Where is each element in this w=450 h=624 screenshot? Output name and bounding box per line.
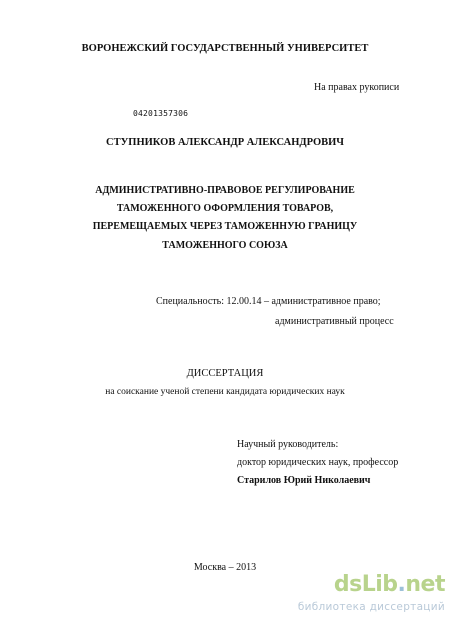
title-line: ТАМОЖЕННОГО ОФОРМЛЕНИЯ ТОВАРОВ, — [116, 203, 334, 214]
logo-dot: . — [397, 572, 406, 597]
logo-tld: net — [405, 572, 445, 597]
supervisor-name: Старилов Юрий Николаевич — [237, 475, 371, 486]
manuscript-note: На правах рукописи — [314, 82, 400, 93]
university-name: ВОРОНЕЖСКИЙ ГОСУДАРСТВЕННЫЙ УНИВЕРСИТЕТ — [81, 43, 369, 54]
author-name: СТУПНИКОВ АЛЕКСАНДР АЛЕКСАНДРОВИЧ — [106, 137, 344, 148]
dslib-watermark — [270, 573, 445, 619]
dissertation-degree: на соискание ученой степени кандидата юридических наук — [105, 387, 345, 397]
specialty-line-continuation: административный процесс — [275, 316, 394, 327]
logo-main: dsLib — [333, 572, 398, 597]
dissertation-label: ДИССЕРТАЦИЯ — [186, 368, 264, 379]
title-line: АДМИНИСТРАТИВНО-ПРАВОВОЕ РЕГУЛИРОВАНИЕ — [95, 185, 355, 196]
city-year: Москва – 2013 — [193, 562, 257, 573]
title-line: ПЕРЕМЕЩАЕМЫХ ЧЕРЕЗ ТАМОЖЕННУЮ ГРАНИЦУ — [92, 221, 358, 232]
specialty-line: Специальность: 12.00.14 – административное право; — [156, 296, 381, 307]
title-line: ТАМОЖЕННОГО СОЮЗА — [162, 240, 288, 251]
supervisor-degree: доктор юридических наук, профессор — [237, 457, 399, 468]
dslib-logo — [270, 573, 445, 597]
document-number: 04201357306 — [133, 109, 189, 118]
watermark-subtitle: библиотека диссертаций — [297, 601, 445, 613]
supervisor-label: Научный руководитель: — [237, 439, 339, 450]
